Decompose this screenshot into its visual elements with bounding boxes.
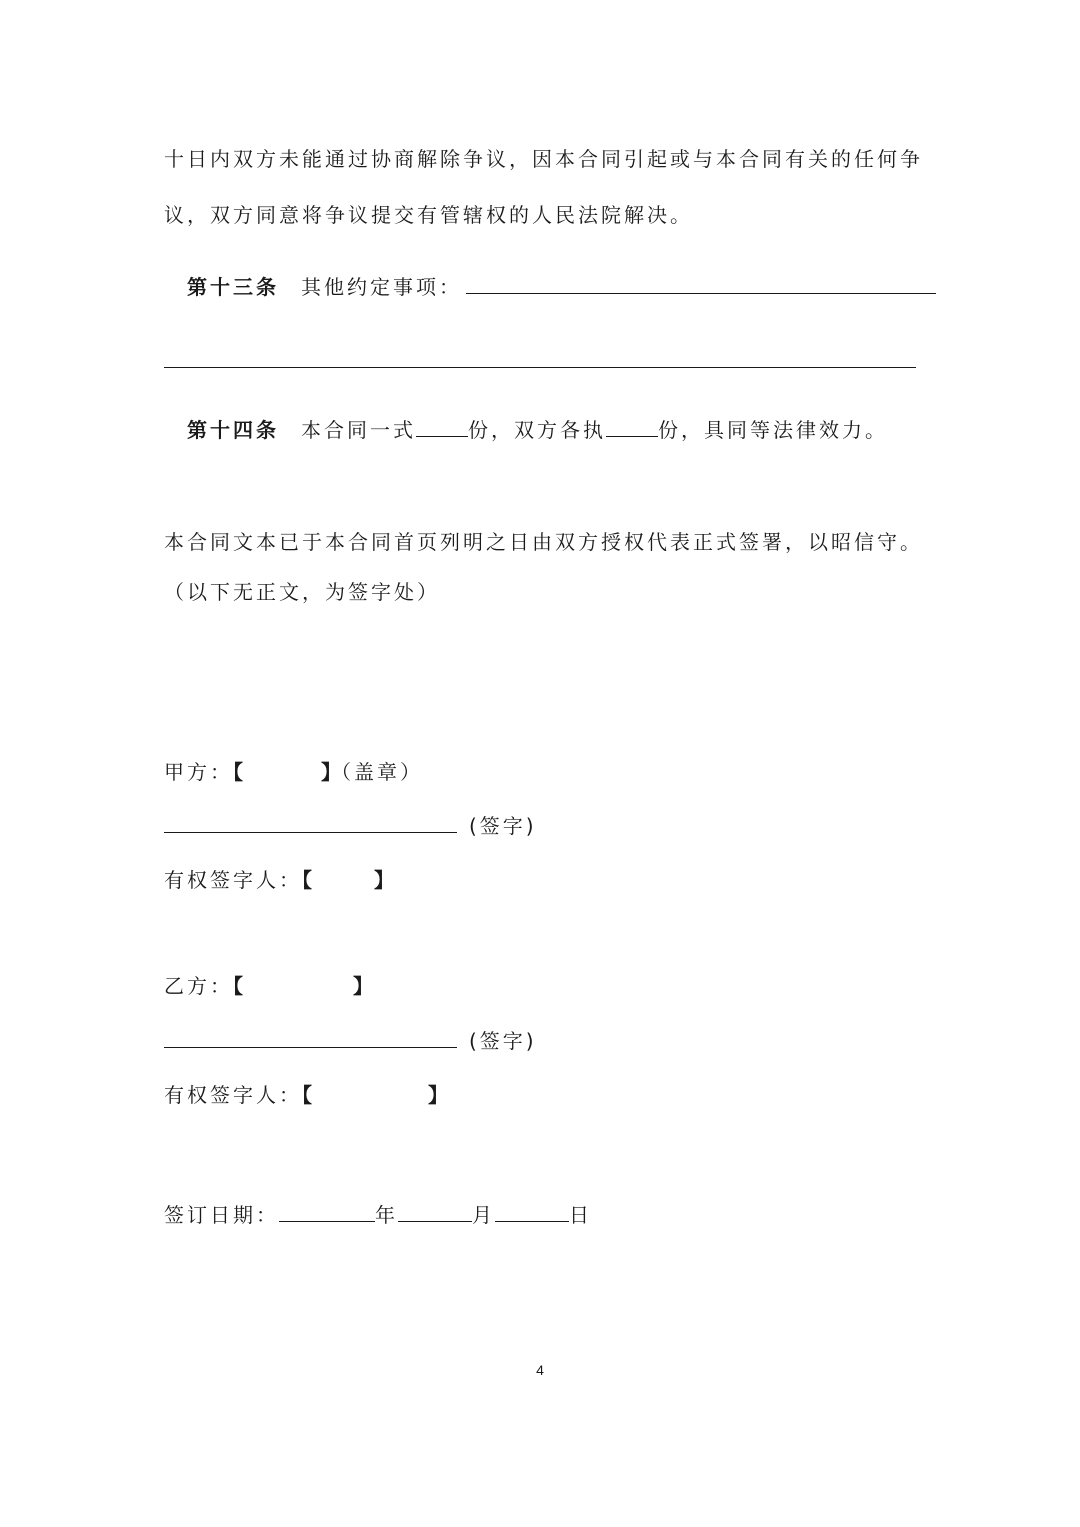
copies-total-blank[interactable]	[416, 416, 468, 437]
signing-year-blank[interactable]	[279, 1201, 375, 1222]
party-a-sign-label: (签字)	[469, 814, 537, 838]
signing-day-blank[interactable]	[495, 1201, 569, 1222]
article-13-heading: 第十三条	[187, 275, 279, 299]
bracket-close: 】	[321, 760, 341, 784]
bracket-open: 【	[302, 868, 312, 892]
month-label: 月	[472, 1203, 495, 1227]
bracket-close: 】	[353, 974, 373, 998]
article-14-text-b: 份，双方各执	[468, 418, 606, 442]
party-a-seal: （盖章）	[341, 760, 423, 784]
article-14-text-a: 本合同一式	[301, 418, 416, 442]
signing-date-label: 签订日期：	[164, 1203, 279, 1227]
article-14-text-c: 份，具同等法律效力。	[658, 418, 888, 442]
article-13-text: 其他约定事项：	[301, 275, 462, 299]
party-a-label: 甲方：	[164, 760, 233, 784]
party-a-signature-blank[interactable]	[164, 812, 457, 833]
article-13	[187, 273, 936, 301]
closing-statement: 本合同文本已于本合同首页列明之日由双方授权代表正式签署，以昭信守。	[164, 530, 923, 554]
bracket-open: 【	[233, 974, 243, 998]
other-terms-blank-line[interactable]	[164, 367, 916, 368]
party-b-signatory-label: 有权签字人：	[164, 1083, 302, 1107]
party-b-signatory-line	[164, 1081, 448, 1109]
party-a-signatory-label: 有权签字人：	[164, 868, 302, 892]
other-terms-blank[interactable]	[466, 273, 936, 294]
party-b-sign-line	[164, 1027, 537, 1055]
paragraph-line: 十日内双方未能通过协商解除争议，因本合同引起或与本合同有关的任何争	[164, 147, 923, 171]
article-14	[187, 416, 888, 444]
page-number: 4	[536, 1362, 544, 1378]
party-a-sign-line	[164, 812, 537, 840]
party-b-line	[164, 972, 373, 1000]
year-label: 年	[375, 1203, 398, 1227]
bracket-close: 】	[374, 868, 394, 892]
party-a-signatory-line	[164, 866, 394, 894]
party-b-signature-blank[interactable]	[164, 1027, 457, 1048]
bracket-open: 【	[302, 1083, 312, 1107]
party-b-label: 乙方：	[164, 974, 233, 998]
bracket-open: 【	[233, 760, 243, 784]
party-a-line	[164, 758, 423, 786]
copies-each-blank[interactable]	[606, 416, 658, 437]
bracket-close: 】	[428, 1083, 448, 1107]
article-14-heading: 第十四条	[187, 418, 279, 442]
day-label: 日	[569, 1203, 592, 1227]
party-b-sign-label: (签字)	[469, 1029, 537, 1053]
closing-note: （以下无正文，为签字处）	[164, 580, 440, 604]
paragraph-line: 议，双方同意将争议提交有管辖权的人民法院解决。	[164, 203, 693, 227]
signing-date-line	[164, 1201, 592, 1229]
signing-month-blank[interactable]	[398, 1201, 472, 1222]
